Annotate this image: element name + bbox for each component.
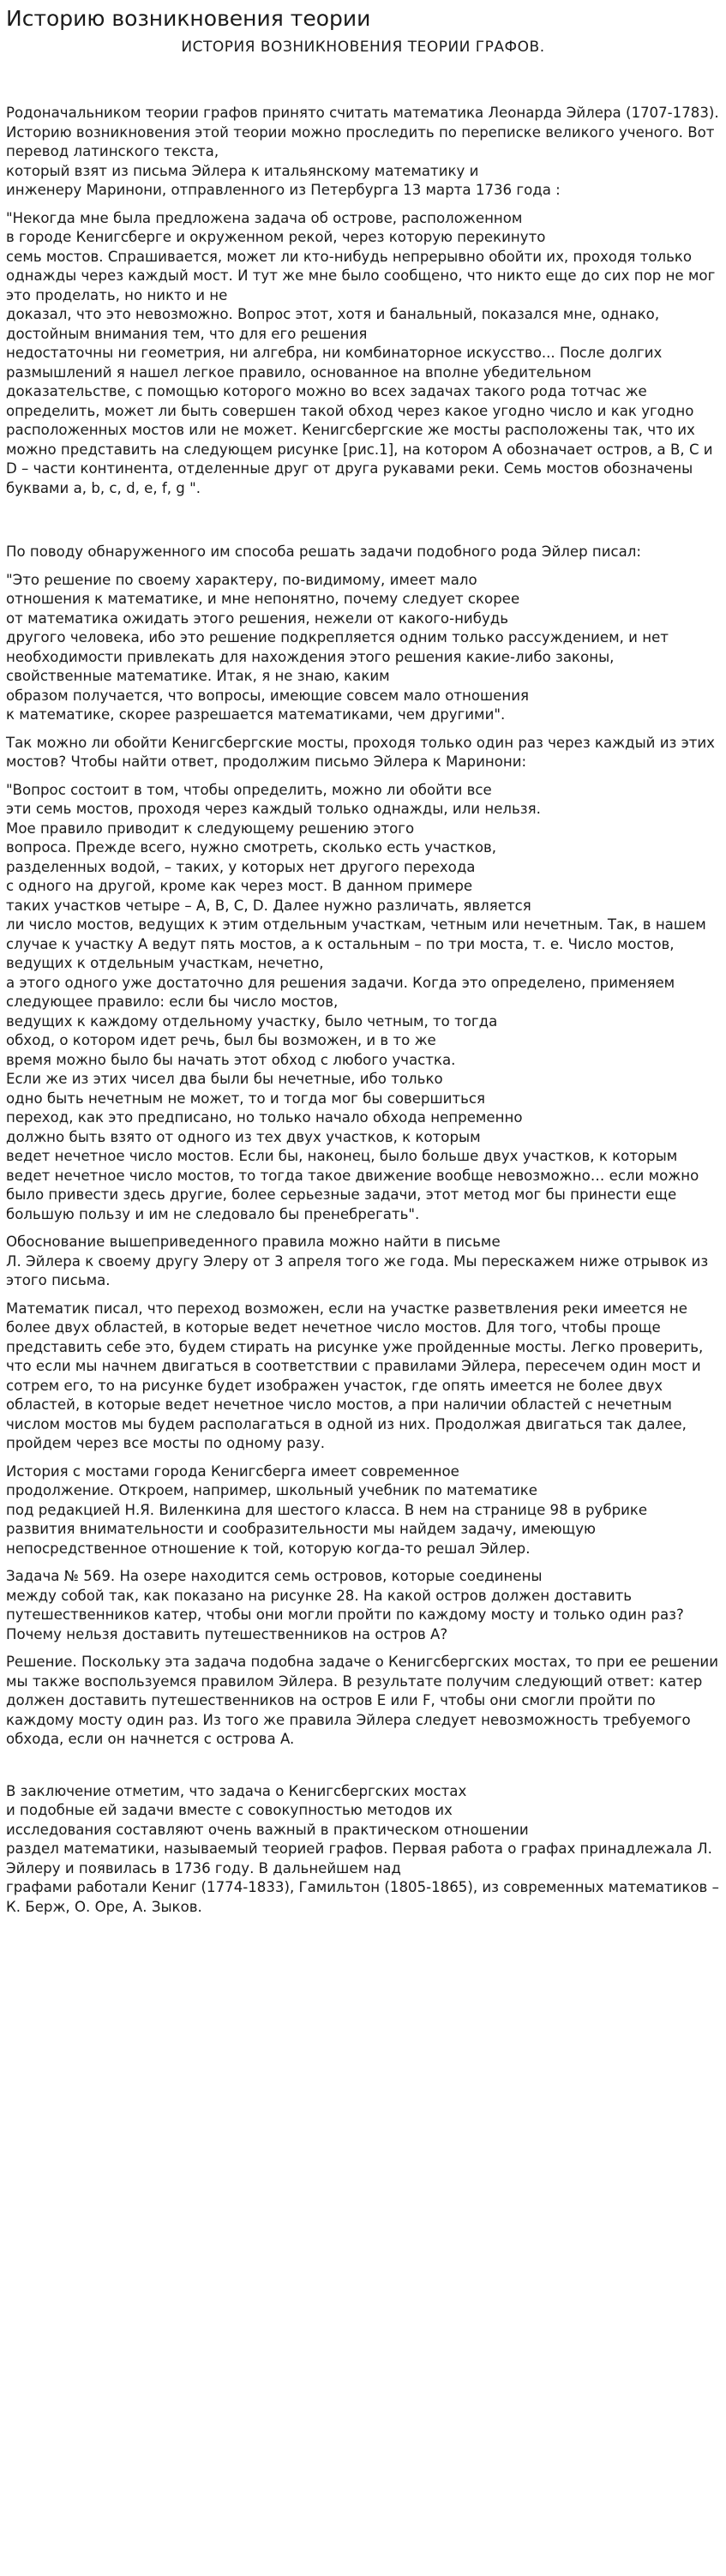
paragraph-justification: Обоснование вышеприведенного правила можно найти в письме Л. Эйлера к своему другу Элеру от 3 апреля того же года. Мы перескажем ниже отрывок из этого письма. xyxy=(6,1234,709,1288)
paragraph-euler-quote-2: "Это решение по своему характеру, по-видимому, имеет мало отношения к математике, и мне непонятно, почему следует скорее от математика ожидать этого решения, нежели от какого-нибудь другого человека, ибо это решение подкрепляется одним только рассуждением, и нет необходимости привлекать для нахождения этого решения какие-либо законы, свойственные математике. Итак, я не знаю, каким образом получается, что вопросы, имеющие совсем мало отношения к математике, скорее разрешается математиками, чем другими". xyxy=(6,571,669,723)
paragraph-solution: Решение. Поскольку эта задача подобна задаче о Кенигсбергских мостах, то при ее решении мы также воспользуемся правилом Эйлера. В результате получим следующий ответ: катер должен доставить путешественников на остров E или F, чтобы они смогли пройти по каждому мосту один раз. Из того же правила Эйлера следует невозможность требуемого обхода, если он начнется с острова A. xyxy=(6,1654,718,1747)
paragraph-method-intro: По поводу обнаруженного им способа решать задачи подобного рода Эйлер писал: xyxy=(6,543,642,560)
paragraph-conclusion: В заключение отметим, что задача о Кенигсбергских мостах и подобные ей задачи вместе с совокупностью методов их исследования составляют очень важный в практическом отношении раздел математики, называемый теорией графов. Первая работа о графах принадлежала Л. Эйлеру и появилась в 1736 году. В дальнейшем над графами работали Кениг (1774-1833), Гамильтон (1805-1865), из современных математиков – К. Берж, О. Оре, А. Зыков. xyxy=(6,1782,719,1915)
paragraph-euler-letter-3: "Вопрос состоит в том, чтобы определить, можно ли обойти все эти семь мостов, проходя через каждый только однажды, или нельзя. Мое правило приводит к следующему решению этого вопроса. Прежде всего, нужно смотреть, сколько есть участков, разделенных водой, – таких, у которых нет другого перехода с одного на другой, кроме как через мост. В данном примере таких участков четыре – A, B, C, D. Далее нужно различать, является ли число мостов, ведущих к этим отдельным участкам, четным или нечетным. Так, в нашем случае к участку A ведут пять мостов, а к остальным – по три моста, т. е. Число мостов, ведущих к отдельным участкам, нечетно, а этого одного уже достаточно для решения задачи. Когда это определено, применяем следующее правило: если бы число мостов, ведущих к каждому отдельному участку, было четным, то тогда обход, о котором идет речь, был бы возможен, и в то же время можно было бы начать этот обход с любого участка. Если же из этих чисел два были бы нечетные, ибо только одно быть нечетным не может, то и тогда мог бы совершиться переход, как это предписано, но только начало обхода непременно должно быть взято от одного из тех двух участков, к которым ведет нечетное число мостов. Если бы, наконец, было больше двух участков, к которым ведет нечетное число мостов, то тогда такое движение вообще невозможно… если можно было привести здесь другие, более серьезные задачи, этот метод мог бы принести еще большую пользу и им не следовало бы пренебрегать". xyxy=(6,781,706,1222)
paragraph-intro: Родоначальником теории графов принято считать математика Леонарда Эйлера (1707-1783). Историю возникновения этой теории можно проследить по переписке великого ученого. Вот перевод латинского текста, который взят из письма Эйлера к итальянскому математику и инженеру Маринони, отправленного из Петербурга 13 марта 1736 года : xyxy=(6,105,719,198)
paragraph-explanation: Математик писал, что переход возможен, если на участке разветвления реки имеется не более двух областей, в которые ведет нечетное число мостов. Для того, чтобы проще представить себе это, будем стирать на рисунке уже пройденные мосты. Легко проверить, что если мы начнем двигаться в соответствии с правилами Эйлера, пересечем один мост и сотрем его, то на рисунке будет изображен участок, где опять имеется не более двух областей, в которые ведет нечетное число мостов, а при наличии областей с нечетным числом мостов мы будем располагаться в одной из них. Продолжая двигаться так далее, пройдем через все мосты по одному разу. xyxy=(6,1300,704,1451)
paragraph-euler-letter-1: "Некогда мне была предложена задача об острове, расположенном в городе Кенигсберге и окруженном рекой, через которую перекинуто семь мостов. Спрашивается, может ли кто-нибудь непрерывно обойти их, проходя только однажды через каждый мост. И тут же мне было сообщено, что никто еще до сих пор не мог это проделать, но никто и не доказал, что это невозможно. Вопрос этот, хотя и банальный, показался мне, однако, достойным внимания тем, что для его решения недостаточны ни геометрия, ни алгебра, ни комбинаторное искусство... После долгих размышлений я нашел легкое правило, основанное на вполне убедительном доказательстве, с помощью которого можно во всех задачах такого рода тотчас же определить, может ли быть совершен такой обход через какое угодно число и как угодно расположенных мостов или не может. Кенигсбергские же мосты расположены так, что их можно представить на следующем рисунке [рис.1], на котором A обозначает остров, а B, C и D – части континента, отделенные друг от друга рукавами реки. Семь мостов обозначены буквами a, b, c, d, e, f, g ". xyxy=(6,209,716,496)
paragraph-question: Так можно ли обойти Кенигсбергские мосты, проходя только один раз через каждый из этих мостов? Чтобы найти ответ, продолжим письмо Эйлера к Маринони: xyxy=(6,734,716,770)
spacer xyxy=(6,507,720,543)
paragraph-modern-continuation: История с мостами города Кенигсберга имеет современное продолжение. Откроем, например, школьный учебник по математике под редакцией Н.Я. Виленкина для шестого класса. В нем на странице 98 в рубрике развития внимательности и сообразительности мы найдем задачу, имеющую непосредственное отношение к той, которую когда-то решал Эйлер. xyxy=(6,1462,648,1557)
spacer xyxy=(6,1758,720,1782)
paragraph-problem-569: Задача № 569. На озере находится семь островов, которые соединены между собой так, как показано на рисунке 28. На какой остров должен доставить путешественников катер, чтобы они могли пройти по каждому мосту и только один раз? Почему нельзя доставить путешественников на остров A? xyxy=(6,1568,684,1642)
page-title: Историю возникновения теории xyxy=(6,6,371,31)
article-subtitle: ИСТОРИЯ ВОЗНИКНОВЕНИЯ ТЕОРИИ ГРАФОВ. xyxy=(181,39,545,56)
